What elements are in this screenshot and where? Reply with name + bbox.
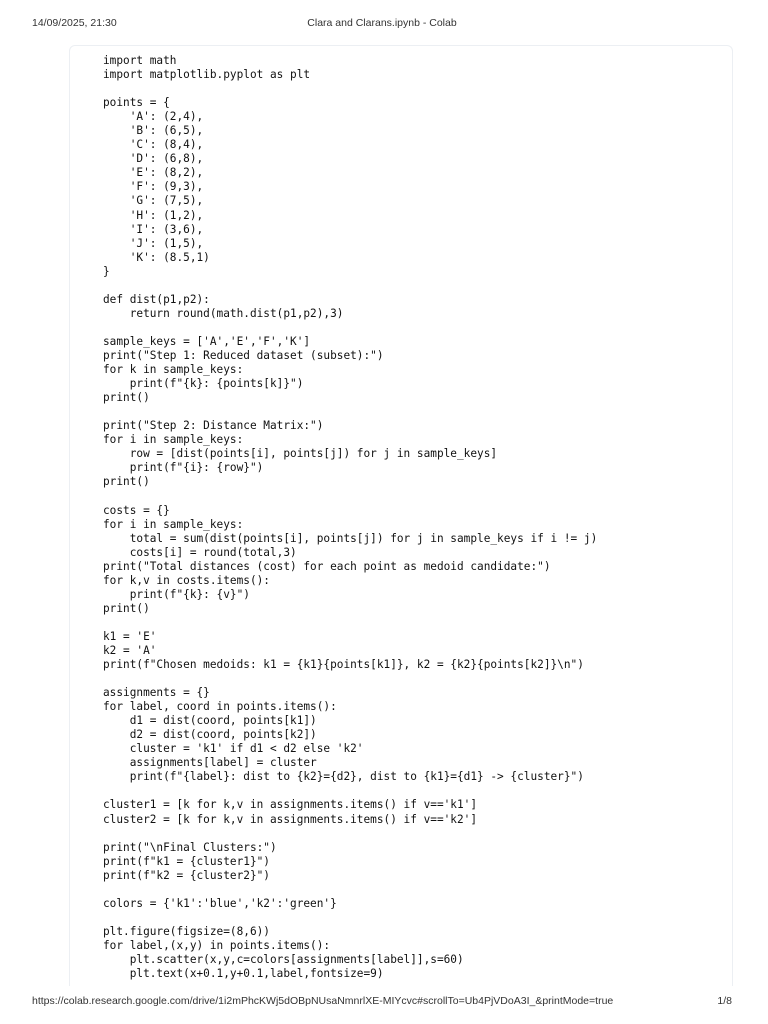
code-line: 'J': (1,5), <box>103 236 204 250</box>
code-line: row = [dist(points[i], points[j]) for j in sample_keys] <box>103 447 498 461</box>
code-line: k2 = 'A' <box>103 643 157 657</box>
code-line: import matplotlib.pyplot as plt <box>103 68 311 82</box>
code-line: assignments = {} <box>103 686 210 700</box>
print-datetime: 14/09/2025, 21:30 <box>32 17 117 29</box>
code-line: d2 = dist(coord, points[k2]) <box>103 728 317 742</box>
code-line: print("Step 2: Distance Matrix:") <box>103 419 324 433</box>
code-line: 'E': (8,2), <box>103 166 204 180</box>
code-line <box>103 616 724 630</box>
code-line: print(f"k2 = {cluster2}") <box>103 868 270 882</box>
code-line: for label,(x,y) in points.items(): <box>103 938 331 952</box>
code-line: print(f"{label}: dist to {k2}={d2}, dist to {k1}={d1} -> {cluster}") <box>103 770 584 784</box>
code-line: print() <box>103 391 150 405</box>
code-line <box>103 405 724 419</box>
code-line: costs = {} <box>103 503 170 517</box>
code-line <box>103 883 724 897</box>
code-line: print() <box>103 475 150 489</box>
code-line: plt.text(x+0.1,y+0.1,label,fontsize=9) <box>103 967 384 981</box>
code-editor[interactable] <box>103 54 724 981</box>
code-line: def dist(p1,p2): <box>103 292 210 306</box>
code-line: 'D': (6,8), <box>103 152 204 166</box>
code-line: cluster = 'k1' if d1 < d2 else 'k2' <box>103 742 364 756</box>
code-line <box>103 82 724 96</box>
document-title: Clara and Clarans.ipynb - Colab <box>307 17 457 29</box>
code-line: 'K': (8.5,1) <box>103 250 210 264</box>
code-line: costs[i] = round(total,3) <box>103 545 297 559</box>
print-footer <box>32 995 732 1009</box>
code-line: print(f"{k}: {v}") <box>103 587 250 601</box>
print-header <box>32 17 732 31</box>
code-line: return round(math.dist(p1,p2),3) <box>103 306 344 320</box>
code-line: total = sum(dist(points[i], points[j]) for j in sample_keys if i != j) <box>103 531 598 545</box>
code-line <box>103 321 724 335</box>
code-line: plt.figure(figsize=(8,6)) <box>103 924 270 938</box>
code-line: 'I': (3,6), <box>103 222 204 236</box>
code-line: d1 = dist(coord, points[k1]) <box>103 714 317 728</box>
code-line <box>103 827 724 841</box>
code-line: 'A': (2,4), <box>103 110 204 124</box>
code-line: print("Total distances (cost) for each point as medoid candidate:") <box>103 559 551 573</box>
code-line: import math <box>103 54 177 67</box>
code-line: sample_keys = ['A','E','F','K'] <box>103 334 311 348</box>
code-line: for i in sample_keys: <box>103 433 244 447</box>
code-line: 'H': (1,2), <box>103 208 204 222</box>
code-line <box>103 279 724 293</box>
code-line: cluster2 = [k for k,v in assignments.items() if v=='k2'] <box>103 812 478 826</box>
code-line: print() <box>103 601 150 615</box>
code-cell[interactable] <box>69 45 733 986</box>
code-line: print(f"{k}: {points[k]}") <box>103 377 304 391</box>
code-line: print("\nFinal Clusters:") <box>103 840 277 854</box>
code-line <box>103 784 724 798</box>
code-line: print(f"{i}: {row}") <box>103 461 264 475</box>
code-line <box>103 911 724 925</box>
code-line: 'F': (9,3), <box>103 180 204 194</box>
code-line: cluster1 = [k for k,v in assignments.items() if v=='k1'] <box>103 798 478 812</box>
code-line: for k,v in costs.items(): <box>103 573 270 587</box>
code-line: print(f"Chosen medoids: k1 = {k1}{points[k1]}, k2 = {k2}{points[k2]}\n") <box>103 658 584 672</box>
code-line: 'B': (6,5), <box>103 124 204 138</box>
code-line: print(f"k1 = {cluster1}") <box>103 854 270 868</box>
code-line: plt.scatter(x,y,c=colors[assignments[label]],s=60) <box>103 953 464 966</box>
code-line: k1 = 'E' <box>103 629 157 643</box>
page-url: https://colab.research.google.com/drive/1i2mPhcKWj5dOBpNUsaNmnrlXE-MIYcvc#scrollTo=Ub4PjVDoA3I_&printMode=true <box>32 995 614 1007</box>
code-line: assignments[label] = cluster <box>103 756 317 770</box>
code-line: for k in sample_keys: <box>103 363 244 377</box>
code-line <box>103 672 724 686</box>
code-line: colors = {'k1':'blue','k2':'green'} <box>103 896 337 910</box>
code-line: points = { <box>103 96 170 110</box>
code-line: 'C': (8,4), <box>103 138 204 152</box>
code-line: print("Step 1: Reduced dataset (subset):") <box>103 348 384 362</box>
code-line: for i in sample_keys: <box>103 517 244 531</box>
code-line <box>103 489 724 503</box>
code-line: 'G': (7,5), <box>103 194 204 208</box>
page-number: 1/8 <box>717 995 732 1007</box>
code-line: for label, coord in points.items(): <box>103 700 337 714</box>
code-line: } <box>103 264 110 278</box>
